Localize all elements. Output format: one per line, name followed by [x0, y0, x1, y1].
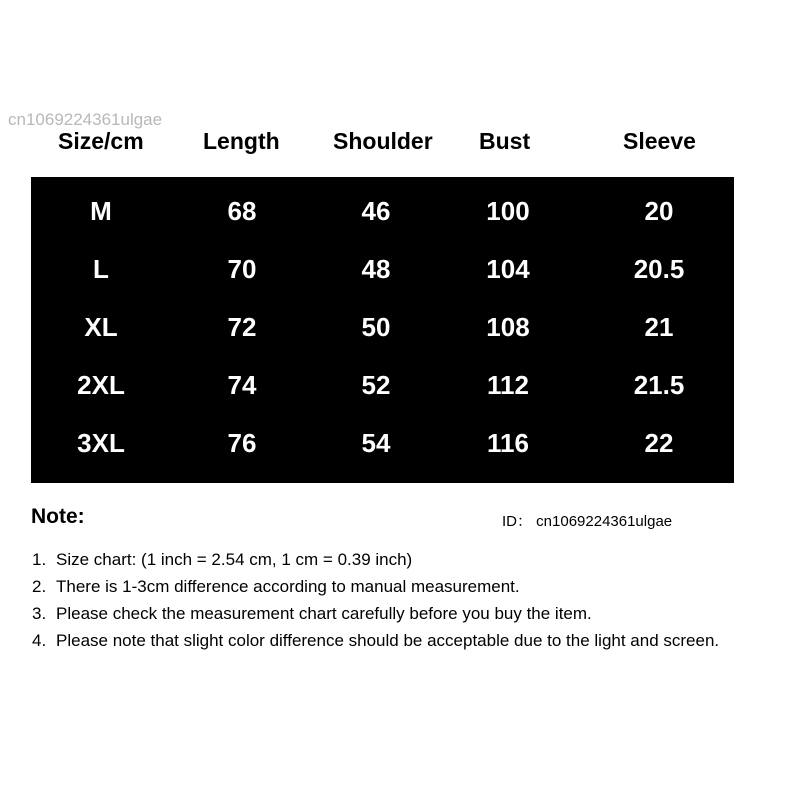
- cell-size: XL: [84, 312, 118, 342]
- table-row: [31, 307, 734, 347]
- list-item: [32, 627, 800, 654]
- note-number: 2.: [32, 577, 47, 596]
- cell-shoulder: 52: [361, 370, 391, 400]
- header-length: Length: [203, 128, 280, 154]
- cell-shoulder: 54: [361, 428, 391, 458]
- header-bust: Bust: [479, 128, 531, 154]
- cell-shoulder: 46: [361, 196, 391, 226]
- cell-length: 74: [227, 370, 257, 400]
- list-item: [32, 600, 800, 627]
- watermark-text: cn1069224361ulgae: [8, 110, 163, 129]
- table-row: [31, 191, 734, 231]
- note-number: 4.: [32, 631, 47, 650]
- note-number: 3.: [32, 604, 47, 623]
- list-item: [32, 573, 800, 600]
- cell-bust: 112: [487, 370, 529, 400]
- note-text: Size chart: (1 inch = 2.54 cm, 1 cm = 0.39 inch): [56, 550, 413, 569]
- header-sleeve: Sleeve: [623, 128, 696, 154]
- header-shoulder: Shoulder: [333, 128, 433, 154]
- cell-size: 3XL: [77, 428, 125, 458]
- cell-bust: 100: [486, 196, 530, 226]
- list-item: [32, 546, 800, 573]
- note-heading: Note:: [31, 505, 85, 528]
- cell-length: 76: [227, 428, 257, 458]
- product-id: ID： cn1069224361ulgae: [502, 513, 673, 530]
- cell-shoulder: 50: [361, 312, 391, 342]
- cell-shoulder: 48: [361, 254, 391, 284]
- note-list: [32, 546, 800, 654]
- note-text: Please check the measurement chart carefully before you buy the item.: [56, 604, 592, 623]
- cell-sleeve: 20: [644, 196, 674, 226]
- cell-bust: 108: [486, 312, 530, 342]
- cell-length: 68: [227, 196, 257, 226]
- cell-sleeve: 22: [644, 428, 674, 458]
- cell-bust: 104: [486, 254, 530, 284]
- table-row: [31, 423, 734, 463]
- cell-size: M: [90, 196, 112, 226]
- note-text: Please note that slight color difference should be acceptable due to the light and screen.: [56, 631, 720, 650]
- size-table-header: [0, 128, 800, 162]
- cell-sleeve: 21: [644, 312, 674, 342]
- cell-sleeve: 21.5: [633, 370, 685, 400]
- note-number: 1.: [32, 550, 47, 569]
- cell-size: 2XL: [77, 370, 125, 400]
- header-size: Size/cm: [58, 128, 144, 154]
- cell-sleeve: 20.5: [633, 254, 685, 284]
- cell-bust: 116: [487, 428, 529, 458]
- table-row: [31, 249, 734, 289]
- cell-length: 70: [227, 254, 257, 284]
- cell-length: 72: [227, 312, 257, 342]
- note-text: There is 1-3cm difference according to manual measurement.: [56, 577, 520, 596]
- size-table-body: [31, 177, 734, 483]
- cell-size: L: [93, 254, 109, 284]
- table-row: [31, 365, 734, 405]
